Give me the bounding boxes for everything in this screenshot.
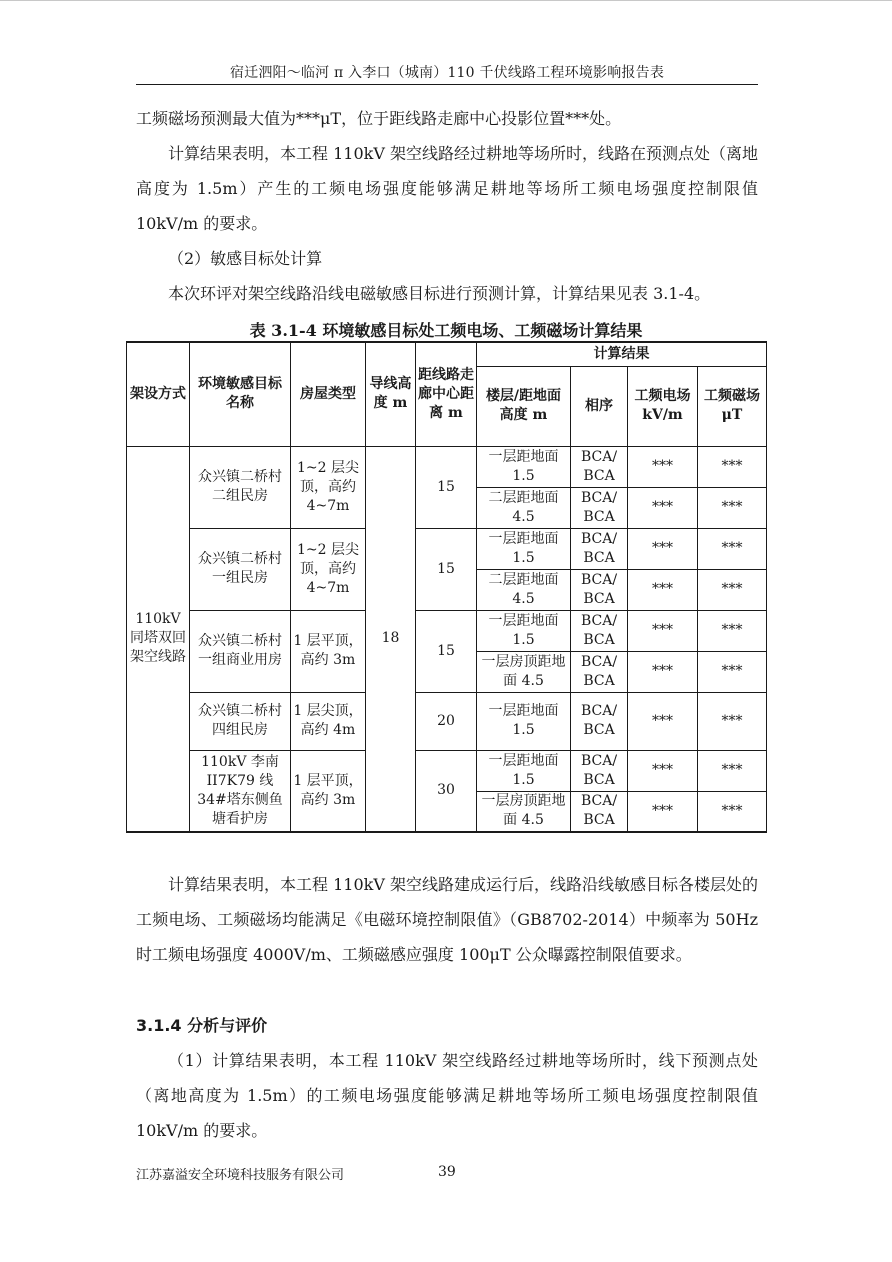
cell-efield: *** xyxy=(628,528,698,569)
cell-floor: 一层距地面 1.5 xyxy=(477,446,571,487)
cell-floor: 一层距地面 1.5 xyxy=(477,692,571,750)
cell-distance: 30 xyxy=(416,750,477,832)
page-header: 宿迁泗阳～临河 π 入李口（城南）110 千伏线路工程环境影响报告表 xyxy=(229,65,665,81)
cell-distance: 15 xyxy=(416,528,477,610)
table-row xyxy=(127,446,767,487)
page-number: 39 xyxy=(438,1164,456,1180)
cell-floor: 一层距地面 1.5 xyxy=(477,610,571,651)
cell-target: 众兴镇二桥村二组民房 xyxy=(190,446,291,528)
cell-house: 1 层平顶，高约 3m xyxy=(291,610,366,692)
cell-phase: BCA/ BCA xyxy=(571,651,628,692)
table-row xyxy=(127,750,767,791)
cell-bfield: *** xyxy=(698,446,767,487)
results-table xyxy=(126,341,767,833)
paragraph-magnetic-max: 工频磁场预测最大值为***μT，位于距线路走廊中心投影位置***处。 xyxy=(136,109,622,128)
cell-phase: BCA/ BCA xyxy=(571,487,628,528)
cell-floor: 一层房顶距地面 4.5 xyxy=(477,651,571,692)
cell-efield: *** xyxy=(628,446,698,487)
cell-efield: *** xyxy=(628,692,698,750)
paragraph-conclusion: 计算结果表明，本工程 110kV 架空线路建成运行后，线路沿线敏感目标各楼层处的工频电场、工频磁场均能满足《电磁环境控制限值》（GB8702-2014）中频率为 50Hz 时工频电场强度 4000V/m、工频磁感应强度 100μT 公众曝露控制限值要求。 xyxy=(136,875,758,964)
cell-bfield: *** xyxy=(698,569,767,610)
cell-efield: *** xyxy=(628,791,698,832)
section-heading: 3.1.4 分析与评价 xyxy=(136,1016,268,1035)
cell-phase: BCA/ BCA xyxy=(571,528,628,569)
cell-efield: *** xyxy=(628,651,698,692)
table-row xyxy=(127,692,767,750)
cell-phase: BCA/ BCA xyxy=(571,446,628,487)
cell-house: 1 层平顶，高约 3m xyxy=(291,750,366,832)
cell-conductor-height: 18 xyxy=(366,446,416,832)
header-house: 房屋类型 xyxy=(291,342,366,446)
cell-bfield: *** xyxy=(698,750,767,791)
paragraph-analysis: （1）计算结果表明，本工程 110kV 架空线路经过耕地等场所时，线下预测点处（离地高度为 1.5m）的工频电场强度能够满足耕地等场所工频电场强度控制限值 10kV/m 的要求。 xyxy=(136,1051,758,1140)
cell-house: 1~2 层尖顶，高约 4~7m xyxy=(291,528,366,610)
cell-distance: 20 xyxy=(416,692,477,750)
header-efield: 工频电场 kV/m xyxy=(628,366,698,446)
table-title: 表 3.1-4 环境敏感目标处工频电场、工频磁场计算结果 xyxy=(249,321,643,340)
cell-house: 1~2 层尖顶，高约 4~7m xyxy=(291,446,366,528)
cell-phase: BCA/ BCA xyxy=(571,692,628,750)
paragraph-sensitive-heading: （2）敏感目标处计算 xyxy=(168,249,323,268)
cell-efield: *** xyxy=(628,750,698,791)
cell-target: 110kV 李南 II7K79 线 34#塔东侧鱼塘看护房 xyxy=(190,750,291,832)
cell-phase: BCA/ BCA xyxy=(571,569,628,610)
header-bfield: 工频磁场μT xyxy=(698,366,767,446)
cell-house: 1 层尖顶，高约 4m xyxy=(291,692,366,750)
cell-floor: 一层距地面 1.5 xyxy=(477,750,571,791)
header-height: 导线高度 m xyxy=(366,342,416,446)
cell-phase: BCA/ BCA xyxy=(571,750,628,791)
cell-distance: 15 xyxy=(416,446,477,528)
header-target: 环境敏感目标名称 xyxy=(190,342,291,446)
cell-floor: 一层距地面 1.5 xyxy=(477,528,571,569)
header-calc: 计算结果 xyxy=(477,342,767,366)
header-phase: 相序 xyxy=(571,366,628,446)
cell-phase: BCA/ BCA xyxy=(571,791,628,832)
table-row xyxy=(127,610,767,651)
table-row xyxy=(127,528,767,569)
cell-distance: 15 xyxy=(416,610,477,692)
cell-phase: BCA/ BCA xyxy=(571,610,628,651)
header-floor: 楼层/距地面高度 m xyxy=(477,366,571,446)
cell-floor: 一层房顶距地面 4.5 xyxy=(477,791,571,832)
cell-efield: *** xyxy=(628,487,698,528)
header-distance: 距线路走廊中心距离 m xyxy=(416,342,477,446)
cell-bfield: *** xyxy=(698,692,767,750)
cell-bfield: *** xyxy=(698,528,767,569)
cell-floor: 二层距地面 4.5 xyxy=(477,487,571,528)
cell-bfield: *** xyxy=(698,487,767,528)
header-method: 架设方式 xyxy=(127,342,190,446)
cell-target: 众兴镇二桥村一组商业用房 xyxy=(190,610,291,692)
cell-efield: *** xyxy=(628,610,698,651)
cell-target: 众兴镇二桥村一组民房 xyxy=(190,528,291,610)
cell-bfield: *** xyxy=(698,651,767,692)
cell-bfield: *** xyxy=(698,610,767,651)
cell-floor: 二层距地面 4.5 xyxy=(477,569,571,610)
cell-efield: *** xyxy=(628,569,698,610)
cell-target: 众兴镇二桥村四组民房 xyxy=(190,692,291,750)
footer-company: 江苏嘉溢安全环境科技服务有限公司 xyxy=(136,1168,345,1183)
cell-bfield: *** xyxy=(698,791,767,832)
top-border xyxy=(0,0,892,1)
cell-method: 110kV 同塔双回架空线路 xyxy=(127,446,190,832)
paragraph-sensitive-intro: 本次环评对架空线路沿线电磁敏感目标进行预测计算，计算结果见表 3.1-4。 xyxy=(168,284,711,303)
paragraph-farmland-result: 计算结果表明，本工程 110kV 架空线路经过耕地等场所时，线路在预测点处（离地高度为 1.5m）产生的工频电场强度能够满足耕地等场所工频电场强度控制限值 10kV/m 的要求。 xyxy=(136,144,758,233)
header-divider xyxy=(136,84,758,85)
